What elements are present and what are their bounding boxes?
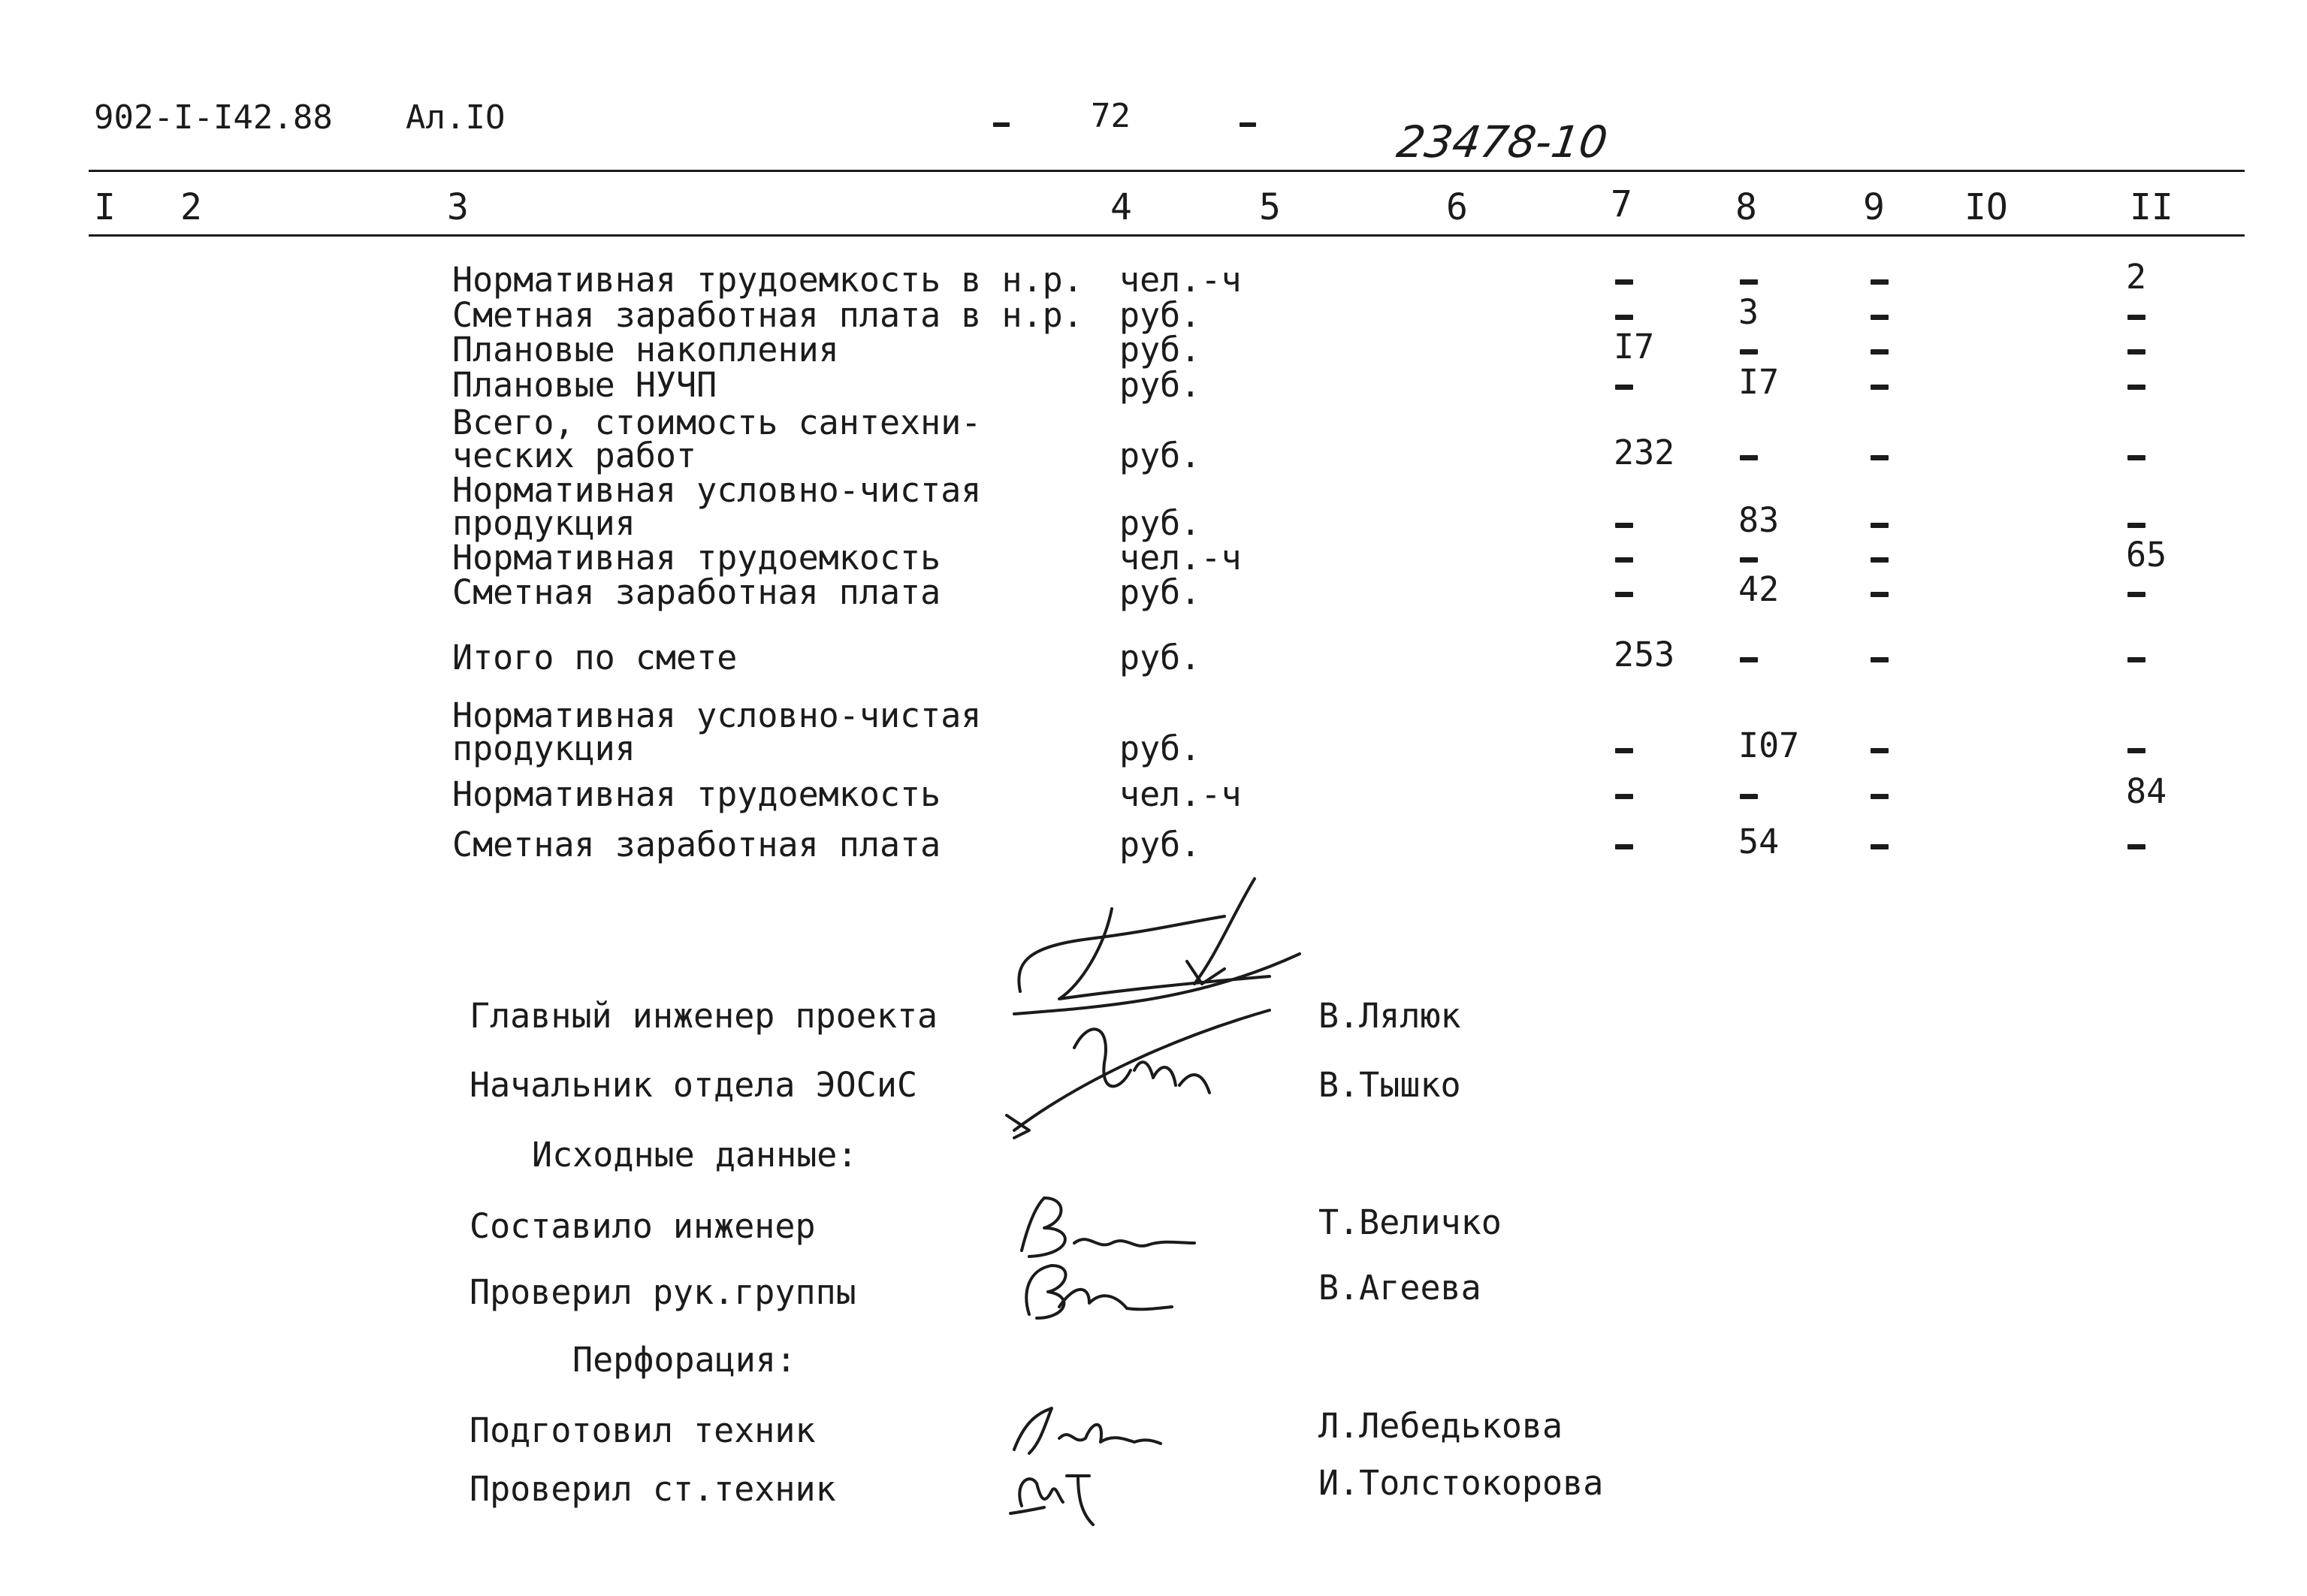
compiled-by-name: Т.Величко (1318, 1202, 1502, 1242)
column-number-1: I (94, 186, 116, 228)
column-number-10: IO (1964, 186, 2008, 228)
row-label: Всего, стоимость сантехни- (452, 403, 982, 442)
row-col9-dash (1871, 748, 1889, 753)
row-col9-dash (1871, 794, 1889, 799)
document-code: 902-I-I42.88 (94, 98, 333, 137)
row-col7-dash (1615, 385, 1633, 390)
row-label: Нормативная условно-чистая (452, 695, 982, 735)
row-col7-dash (1615, 748, 1633, 753)
column-number-7: 7 (1611, 183, 1632, 225)
prepared-by-name: Л.Лебедькова (1318, 1406, 1563, 1446)
row-label: продукция (452, 729, 636, 768)
row-label: Итого по смете (452, 638, 738, 677)
row-col9-dash (1871, 349, 1889, 354)
row-col9-dash (1871, 523, 1889, 528)
column-number-4: 4 (1110, 186, 1132, 228)
page-dash-right (1240, 122, 1256, 127)
row-unit: руб. (1119, 572, 1201, 612)
row-col8-dash (1740, 794, 1758, 799)
page-number: 72 (1091, 97, 1131, 135)
row-col7-dash (1615, 794, 1633, 799)
header-rule-bottom (89, 234, 2245, 237)
row-col11-dash (2127, 349, 2145, 354)
perforation-heading: Перфорация: (572, 1340, 797, 1380)
row-col8-dash (1740, 557, 1758, 563)
column-number-2: 2 (180, 186, 202, 228)
row-col8-dash (1740, 455, 1758, 460)
row-label: Сметная заработная плата в н.р. (452, 295, 1083, 335)
row-col7-dash (1615, 279, 1633, 285)
column-number-3: 3 (447, 186, 469, 228)
row-col11-dash (2127, 385, 2145, 390)
row-unit: руб. (1119, 365, 1201, 405)
row-col9-dash (1871, 592, 1889, 597)
prepared-by-title: Подготовил техник (470, 1410, 816, 1450)
row-col7-value: 232 (1614, 433, 1675, 472)
row-unit: руб. (1119, 638, 1201, 677)
checked-tech-title: Проверил ст.техник (470, 1469, 836, 1509)
signature-checked-group (1007, 1254, 1187, 1329)
row-col9-dash (1871, 557, 1889, 563)
row-col8-value: 83 (1738, 500, 1780, 540)
row-col9-dash (1871, 385, 1889, 390)
row-unit: руб. (1119, 729, 1201, 768)
row-label: Нормативная трудоемкость (452, 774, 941, 814)
row-col7-dash (1615, 523, 1633, 528)
row-col9-dash (1871, 657, 1889, 662)
row-label: Сметная заработная плата (452, 572, 941, 612)
row-col7-value: 253 (1614, 635, 1675, 674)
row-col11-dash (2127, 455, 2145, 460)
row-col9-dash (1871, 279, 1889, 285)
row-col11-dash (2127, 844, 2145, 849)
row-unit: руб. (1119, 330, 1201, 370)
row-col8-dash (1740, 349, 1758, 354)
dept-head-title: Начальник отдела ЭОСиС (470, 1065, 918, 1105)
row-col11-value: 84 (2126, 771, 2167, 811)
row-label: Нормативная условно-чистая (452, 470, 982, 510)
row-unit: руб. (1119, 295, 1201, 335)
album-number: Ал.IO (406, 98, 506, 137)
row-col8-value: 54 (1738, 822, 1780, 861)
row-col11-dash (2127, 315, 2145, 320)
row-label: ческих работ (452, 436, 697, 475)
row-col8-value: I7 (1738, 362, 1780, 402)
checked-group-name: В.Агеева (1318, 1268, 1481, 1308)
row-col7-dash (1615, 844, 1633, 849)
column-number-6: 6 (1446, 186, 1468, 228)
row-col8-dash (1740, 279, 1758, 285)
row-label: Нормативная трудоемкость в н.р. (452, 260, 1083, 300)
row-col8-value: 3 (1738, 292, 1759, 332)
chief-engineer-name: В.Лялюк (1318, 996, 1461, 1036)
column-number-8: 8 (1735, 186, 1757, 228)
row-label: Сметная заработная плата (452, 825, 941, 864)
row-col9-dash (1871, 844, 1889, 849)
row-col11-dash (2127, 657, 2145, 662)
column-number-11: II (2130, 186, 2173, 228)
row-col7-dash (1615, 592, 1633, 597)
page-dash-left (993, 122, 1010, 127)
row-label: Плановые накопления (452, 330, 839, 370)
row-col8-value: I07 (1738, 726, 1800, 765)
row-col11-dash (2127, 592, 2145, 597)
row-unit: руб. (1119, 436, 1201, 475)
row-col7-dash (1615, 315, 1633, 320)
signature-checked-tech (999, 1453, 1119, 1536)
row-label: продукция (452, 503, 636, 543)
row-unit: руб. (1119, 825, 1201, 864)
row-label: Нормативная трудоемкость (452, 538, 941, 578)
row-col11-dash (2127, 523, 2145, 528)
row-label: Плановые НУЧП (452, 365, 717, 405)
source-data-heading: Исходные данные: (532, 1135, 858, 1175)
row-col8-value: 42 (1738, 569, 1780, 609)
row-col9-dash (1871, 455, 1889, 460)
row-unit: чел.-ч (1119, 538, 1242, 578)
row-col11-value: 65 (2126, 535, 2167, 575)
row-col8-dash (1740, 657, 1758, 662)
row-col7-value: I7 (1614, 327, 1655, 367)
header-rule-top (89, 170, 2245, 172)
checked-tech-name: И.Толстокорова (1318, 1463, 1604, 1503)
row-unit: чел.-ч (1119, 774, 1242, 814)
compiled-by-title: Составило инженер (470, 1206, 816, 1246)
column-number-9: 9 (1863, 186, 1885, 228)
inventory-number-handwritten: 23478-10 (1394, 116, 1611, 167)
row-unit: чел.-ч (1119, 260, 1242, 300)
row-col7-dash (1615, 557, 1633, 563)
chief-engineer-title: Главный инженер проекта (470, 996, 938, 1036)
dept-head-name: В.Тышко (1318, 1065, 1461, 1105)
row-col11-value: 2 (2126, 257, 2147, 297)
row-col11-dash (2127, 748, 2145, 753)
column-number-5: 5 (1259, 186, 1281, 228)
row-unit: руб. (1119, 503, 1201, 543)
row-col9-dash (1871, 315, 1889, 320)
signature-dept-head (999, 995, 1285, 1145)
checked-group-title: Проверил рук.группы (470, 1272, 856, 1312)
